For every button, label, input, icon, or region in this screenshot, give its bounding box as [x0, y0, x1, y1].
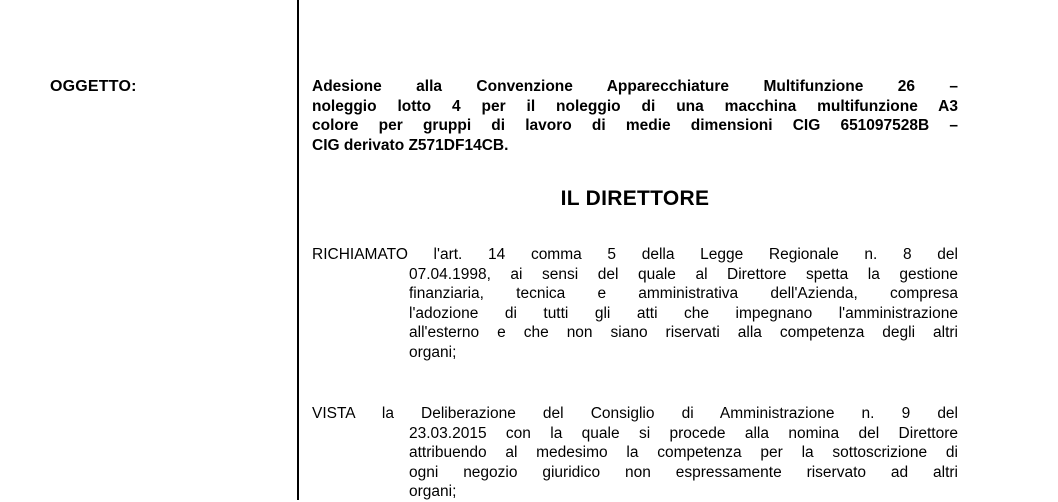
section-heading: IL DIRETTORE — [560, 187, 710, 210]
paragraph-line: all'esterno e che non siano riservati alla competenza degli altri — [409, 324, 958, 342]
paragraph-line: VISTA la Deliberazione del Consiglio di Amministrazione n. 9 del — [312, 405, 958, 422]
subject-line: colore per gruppi di lavoro di medie dimensioni CIG 651097528B – — [312, 117, 958, 134]
paragraph-richiamato — [312, 245, 958, 363]
paragraph-line: l'adozione di tutti gli atti che impegnano l'amministrazione — [409, 304, 958, 322]
paragraph-line: ogni negozio giuridico non espressamente riservato ad altri — [409, 463, 958, 481]
subject-line: noleggio lotto 4 per il noleggio di una macchina multifunzione A3 — [312, 97, 958, 115]
paragraph-line: finanziaria, tecnica e amministrativa dell'Azienda, compresa — [409, 285, 958, 303]
subject-label: OGGETTO: — [50, 78, 137, 95]
paragraph-vista — [312, 404, 958, 502]
paragraph-line: 07.04.1998, ai sensi del quale al Direttore spetta la gestione — [409, 265, 958, 283]
paragraph-line: RICHIAMATO l'art. 14 comma 5 della Legge Regionale n. 8 del — [312, 246, 958, 263]
subject-line: CIG derivato Z571DF14CB. — [312, 136, 509, 154]
column-divider — [297, 0, 299, 500]
paragraph-line: organi; — [409, 343, 457, 361]
paragraph-line: organi; — [409, 483, 457, 501]
subject-text — [312, 77, 958, 155]
paragraph-line: attribuendo al medesimo la competenza per la sottoscrizione di — [409, 444, 958, 462]
subject-line: Adesione alla Convenzione Apparecchiature Multifunzione 26 – — [312, 78, 958, 95]
paragraph-line: 23.03.2015 con la quale si procede alla nomina del Direttore — [409, 424, 958, 442]
